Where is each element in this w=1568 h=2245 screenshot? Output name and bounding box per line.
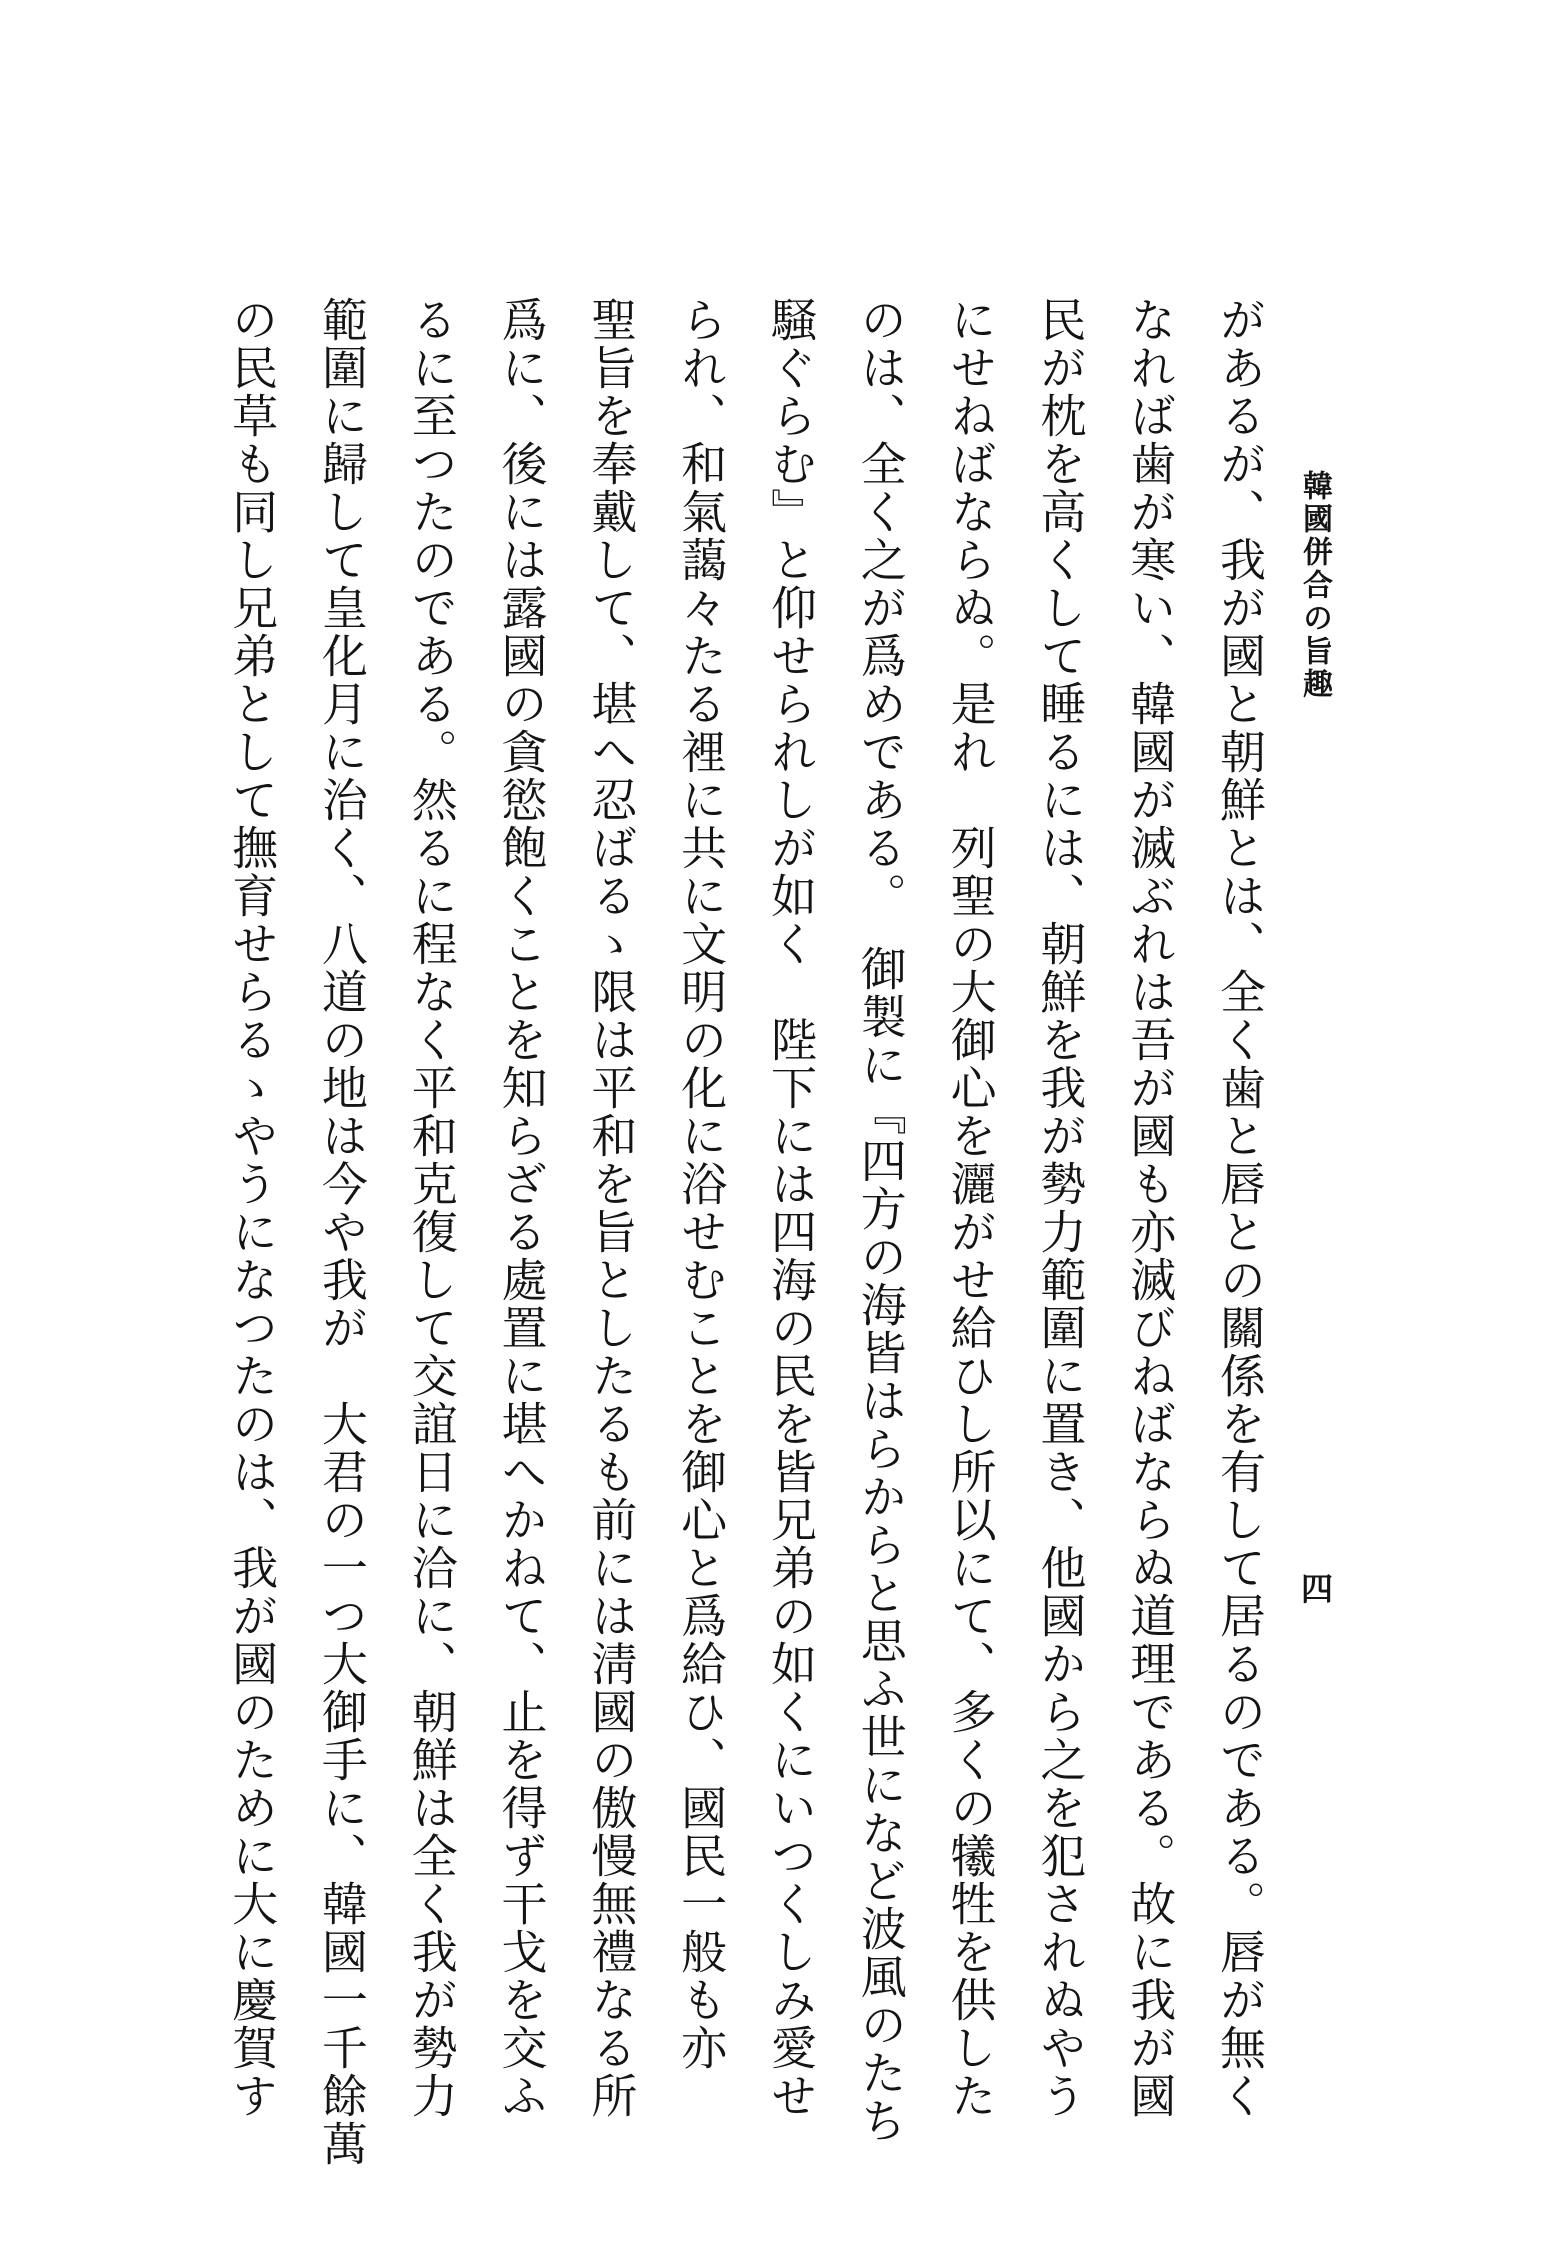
vertical-body-text <box>222 296 1270 2168</box>
text-column: のは、全く之が爲めである。 御製に『四方の海皆はらからと思ふ世になど波風のたち <box>853 296 908 2145</box>
text-column: るに至つたのである。然るに程なく平和克復して交誼日に洽に、朝鮮は全く我が勢力 <box>404 296 459 2120</box>
text-column: 爲に、後には露國の貪慾飽くことを知らざる處置に堪へかねて、止を得ず干戈を交ふ <box>494 296 549 2120</box>
running-header-title: 韓國併合の旨趣 <box>1297 470 1332 701</box>
text-column: があるが、我が國と朝鮮とは、全く歯と唇との關係を有して居るのである。唇が無く <box>1213 296 1267 2120</box>
text-column: 範圍に歸して皇化月に治く、八道の地は今や我が 大君の一つ大御手に、韓國一千餘萬 <box>314 296 369 2168</box>
text-column: にせねばならぬ。是れ 列聖の大御心を灑がせ給ひし所以にて、多くの犧牲を供した <box>943 296 998 2120</box>
text-column: 騒ぐらむ』と仰せられしが如く 陛下には四海の民を皆兄弟の如くにいつくしみ愛せ <box>763 296 818 2120</box>
text-column: られ、和氣藹々たる裡に共に文明の化に浴せむことを御心と爲給ひ、國民一般も亦 <box>674 296 729 2072</box>
text-column: の民草も同し兄弟として撫育せらるゝやうになつたのは、我が國のために大に慶賀す <box>225 296 280 2120</box>
text-column: なれば歯が寒い、韓國が滅ぶれは吾が國も亦滅びねばならぬ道理である。故に我が國 <box>1123 296 1178 2120</box>
text-column: 聖旨を奉戴して、堪へ忍ばるゝ限は平和を旨としたるも前には淸國の傲慢無禮なる所 <box>584 296 639 2120</box>
page-number: 四 <box>1296 1572 1334 1604</box>
text-column: 民が枕を高くして睡るには、朝鮮を我が勢力範圍に置き、他國から之を犯されぬやう <box>1033 296 1088 2120</box>
